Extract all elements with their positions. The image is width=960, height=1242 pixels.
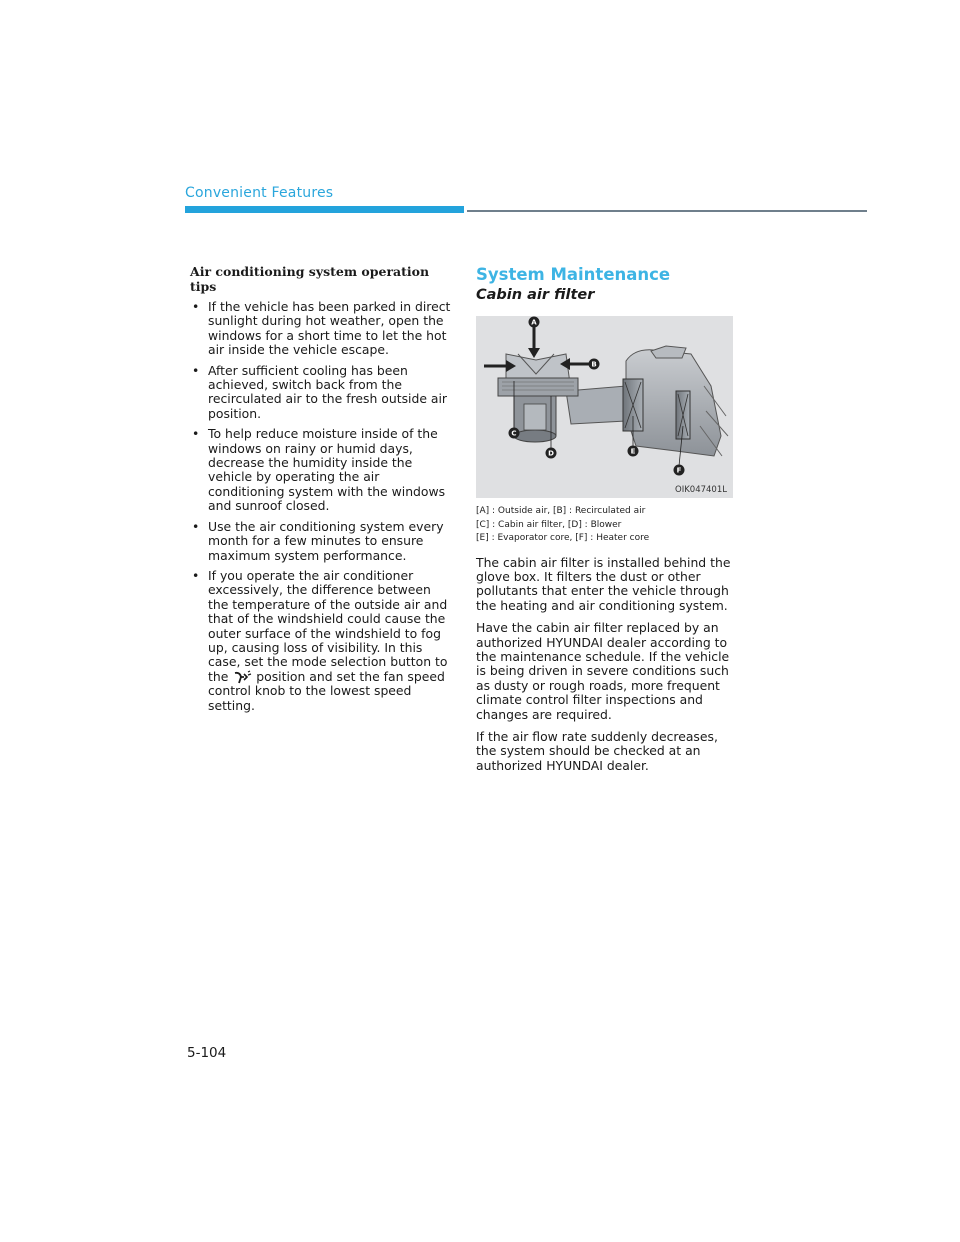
- header-accent-bar: [185, 206, 464, 213]
- body-paragraph: The cabin air filter is installed behind the glove box. It filters the dust or other pollutants that enter the vehicle through the heating and air conditioning system.: [476, 554, 731, 613]
- tip-text: After sufficient cooling has been achieved, switch back from the recirculated air to the fresh outside air position.: [208, 362, 448, 421]
- header-rule: [467, 210, 867, 212]
- tips-list: [190, 300, 452, 713]
- right-column: [476, 264, 738, 773]
- label-B: [589, 359, 600, 370]
- tip-text-before-icon: If you operate the air conditioner excessively, the difference between the temperature of the outside air and that of the windshield could cause the outer surface of the windshield to fog up, causing loss of visibility. In this case, set the mode selection button to the: [208, 567, 448, 684]
- label-F: [674, 465, 685, 476]
- caption-line: [E] : Evaporator core, [F] : Heater core: [476, 533, 650, 543]
- left-column: [190, 264, 452, 719]
- caption-line: [A] : Outside air, [B] : Recirculated air: [476, 506, 646, 516]
- tip-text: Use the air conditioning system every month for a few minutes to ensure maximum system performance.: [208, 518, 444, 563]
- tip-item: [190, 300, 452, 358]
- svg-text:D: D: [548, 449, 554, 458]
- svg-text:B: B: [591, 360, 597, 369]
- floor-defrost-mode-icon: [232, 670, 252, 684]
- tip-item: [190, 364, 452, 422]
- bullet: •: [192, 518, 200, 534]
- sub-title: Cabin air filter: [476, 287, 595, 303]
- hvac-illustration: [476, 316, 733, 498]
- bullet: •: [192, 426, 200, 442]
- bullet: •: [192, 567, 200, 583]
- svg-text:C: C: [511, 429, 517, 438]
- section-header: Convenient Features: [185, 185, 334, 201]
- figure-code: OIK047401L: [675, 485, 727, 495]
- tip-item: [190, 569, 452, 713]
- svg-text:A: A: [531, 318, 537, 327]
- label-D: [546, 448, 557, 459]
- tips-heading: Air conditioning system operation tips: [190, 264, 430, 294]
- label-E: [628, 446, 639, 457]
- tip-text: To help reduce moisture inside of the windows on rainy or humid days, decrease the humidity inside the vehicle by operating the air conditioning system with the windows and sunroof closed.: [208, 426, 446, 514]
- figure-captions: [476, 505, 738, 546]
- page-number: 5-104: [187, 1045, 227, 1061]
- cabin-air-filter-figure: [476, 316, 733, 498]
- caption-line: [C] : Cabin air filter, [D] : Blower: [476, 519, 622, 530]
- svg-text:F: F: [676, 466, 682, 475]
- bullet: •: [192, 299, 200, 314]
- tip-item: [190, 427, 452, 513]
- tip-text-after-icon: position and set the fan speed control knob to the lowest speed setting.: [208, 668, 445, 713]
- label-A: [529, 317, 540, 328]
- tip-text: If the vehicle has been parked in direct sunlight during hot weather, open the windows for a short time to let the hot air inside the vehicle escape.: [208, 299, 451, 358]
- bullet: •: [192, 362, 200, 378]
- label-C: [509, 428, 520, 439]
- svg-text:E: E: [630, 447, 636, 456]
- tip-item: [190, 520, 452, 563]
- section-title: System Maintenance: [476, 265, 671, 284]
- body-paragraph: If the air flow rate suddenly decreases, the system should be checked at an authorized HYUNDAI dealer.: [476, 728, 718, 773]
- body-paragraph: Have the cabin air filter replaced by an authorized HYUNDAI dealer according to the maintenance schedule. If the vehicle is being driven in severe conditions such as dusty or rough roads, more frequent climate control filter inspections and changes are required.: [476, 620, 730, 722]
